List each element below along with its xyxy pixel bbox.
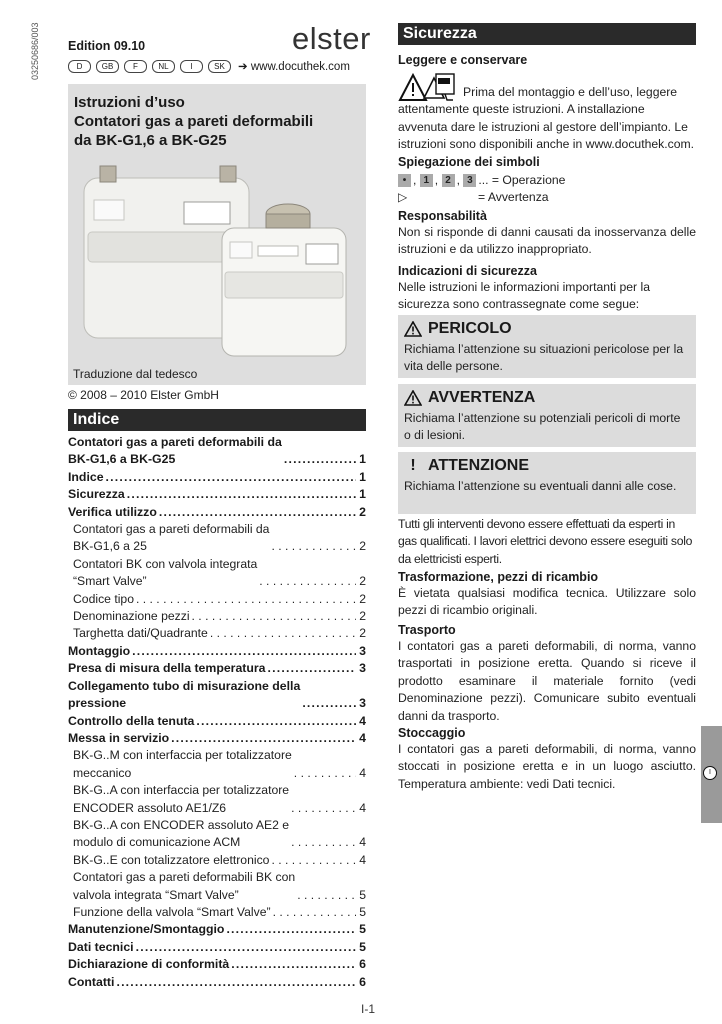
warning-icon (404, 321, 422, 337)
danger-title-text: PERICOLO (428, 320, 512, 337)
toc-entry[interactable] (68, 782, 366, 817)
language-pill[interactable]: F (124, 60, 147, 73)
toc-entry-page: 3 (359, 696, 366, 711)
toc-entry-page: 3 (359, 661, 366, 676)
modification-heading: Trasformazione, pezzi di ricambio (398, 570, 599, 584)
edition-label: Edition 09.10 (68, 39, 146, 53)
toc-entry-page: 2 (359, 591, 366, 606)
warning-title (398, 384, 696, 407)
toc-leader-dots (132, 643, 356, 660)
responsibility-heading: Responsabilità (398, 209, 487, 223)
toc-entry-label: BK-G..A con interfaccia per totalizzatore ENCODER assoluto AE1/Z6 (73, 783, 290, 815)
toc-leader-dots (127, 486, 356, 503)
language-pill[interactable]: D (68, 60, 91, 73)
cover-title-line: Contatori gas a pareti deformabili (74, 113, 314, 130)
toc-leader-dots (159, 504, 356, 521)
toc-entry[interactable] (68, 974, 366, 991)
operation-step-box: 2 (442, 174, 455, 187)
index-heading: Indice (68, 409, 366, 431)
safety-heading: Sicurezza (398, 23, 696, 45)
toc-entry-page: 3 (359, 643, 366, 658)
toc-entry-label: Messa in servizio (68, 730, 170, 745)
toc-entry-label: Codice tipo (73, 591, 134, 606)
toc-entry-label: Denominazione pezzi (73, 609, 190, 624)
toc-entry-label: Verifica utilizzo (68, 504, 157, 519)
toc-leader-dots (273, 904, 356, 921)
toc-leader-dots (226, 921, 356, 938)
warning-box (398, 384, 696, 447)
toc-leader-dots (297, 887, 356, 904)
toc-entry-label: BK-G..M con interfaccia per totalizzatore meccanico (73, 748, 292, 780)
toc-entry[interactable] (68, 504, 366, 521)
symbols-operation-text: ... = Operazione (478, 173, 566, 187)
toc-entry-page: 1 (359, 452, 366, 467)
toc-entry-label: Targhetta dati/Quadrante (73, 626, 208, 641)
warning-icon (404, 390, 422, 406)
responsibility-text: Non si risponde di danni causati da inosservanza delle istruzioni e da utilizzo inappropriato. (398, 225, 696, 257)
toc-entry[interactable] (68, 608, 366, 625)
toc-entry[interactable] (68, 817, 366, 852)
toc-entry[interactable] (68, 434, 366, 469)
toc-leader-dots (291, 834, 356, 851)
toc-entry-page: 4 (359, 800, 366, 815)
toc-entry-label: Sicurezza (68, 487, 125, 502)
warning-triangle-mark: ▷ (398, 190, 408, 204)
language-tab-badge: I (703, 766, 717, 780)
toc-entry[interactable] (68, 521, 366, 556)
caution-box (398, 452, 696, 514)
copyright: © 2008 – 2010 Elster GmbH (68, 388, 219, 402)
toc-entry-label: Controllo della tenuta (68, 713, 195, 728)
toc-leader-dots (192, 608, 356, 625)
toc-leader-dots (302, 695, 356, 712)
document-code: 03250686/003 (30, 22, 40, 80)
toc-entry-page: 2 (359, 609, 366, 624)
toc-leader-dots (294, 765, 356, 782)
toc-entry-label: Contatori BK con valvola integrata “Smart Valve” (73, 556, 258, 589)
toc-leader-dots (171, 730, 356, 747)
toc-entry[interactable] (68, 869, 366, 904)
modification-text: È vietata qualsiasi modifica tecnica. Utilizzare solo pezzi di ricambio originali. (398, 586, 696, 618)
translation-note: Traduzione dal tedesco (73, 367, 198, 381)
toc-entry[interactable] (68, 625, 366, 642)
caution-title-text: ATTENZIONE (428, 457, 530, 474)
experts-text: Tutti gli interventi devono essere effettuati da esperti in gas qualificati. I lavori elettrici devono essere eseguiti solo da elettricisti esperti. (398, 517, 693, 566)
toc-entry-label: Dichiarazione di conformità (68, 957, 230, 972)
language-row (68, 59, 350, 73)
toc-leader-dots (136, 939, 356, 956)
elster-logo: elster (292, 21, 371, 56)
symbols-warning (398, 189, 696, 206)
cover-title (74, 93, 364, 150)
toc-entry-label: Contatti (68, 974, 115, 989)
toc-entry-page: 2 (359, 539, 366, 554)
toc-entry-label: Collegamento tubo di misurazione della pressione (68, 678, 301, 711)
toc-entry-page: 6 (359, 957, 366, 972)
danger-box (398, 315, 696, 378)
language-pill[interactable]: SK (208, 60, 231, 73)
toc-entry-label: Dati tecnici (68, 939, 134, 954)
toc-entry-page: 6 (359, 974, 366, 989)
toc-leader-dots (196, 713, 356, 730)
toc-entry-page: 5 (359, 904, 366, 919)
danger-title (398, 315, 696, 338)
operation-step-box: 3 (463, 174, 476, 187)
read-text: Prima del montaggio e dell’uso, leggere attentamente queste istruzioni. A installazione avvenuta dare le istruzioni al gestore dell’impianto. Le istruzioni sono disponibili anche in www.docuthek.com. (398, 85, 695, 152)
cover-title-line: Istruzioni d’uso (74, 94, 185, 111)
toc-entry-label: Indice (68, 469, 104, 484)
toc-entry-label: BK-G..A con ENCODER assoluto AE2 e modulo di comunicazione ACM (73, 817, 290, 850)
gas-meter-image (74, 160, 364, 360)
toc-entry-page: 1 (359, 469, 366, 484)
toc-entry-label: Manutenzione/Smontaggio (68, 922, 225, 937)
safety-instructions-heading: Indicazioni di sicurezza (398, 264, 537, 278)
table-of-contents (68, 434, 366, 991)
toc-entry[interactable] (68, 939, 366, 956)
operation-step-box: • (398, 174, 411, 187)
toc-entry[interactable] (68, 486, 366, 503)
toc-entry[interactable] (68, 556, 366, 591)
language-pill[interactable]: GB (96, 60, 119, 73)
toc-entry-label: Contatori gas a pareti deformabili BK con valvola integrata “Smart Valve” (73, 870, 296, 902)
toc-entry-page: 4 (359, 765, 366, 780)
toc-entry-label: Funzione della valvola “Smart Valve” (73, 904, 271, 919)
symbols-warning-text: = Avvertenza (478, 190, 549, 204)
toc-leader-dots (106, 469, 356, 486)
toc-entry-page: 2 (359, 504, 366, 519)
warning-text: Richiama l’attenzione su potenziali pericoli di morte o di lesioni. (404, 411, 681, 443)
toc-entry[interactable] (68, 956, 366, 973)
toc-leader-dots (291, 800, 356, 817)
toc-leader-dots (271, 538, 356, 555)
toc-entry-page: 5 (359, 887, 366, 902)
toc-entry-page: 4 (359, 730, 366, 745)
toc-entry[interactable] (68, 852, 366, 869)
toc-entry-label: Presa di misura della temperatura (68, 661, 266, 676)
warning-title-text: AVVERTENZA (428, 389, 536, 406)
toc-entry-page: 5 (359, 922, 366, 937)
toc-leader-dots (231, 956, 356, 973)
toc-entry-page: 4 (359, 852, 366, 867)
toc-entry[interactable] (68, 747, 366, 782)
symbols-operation: • , 1 , 2 , 3 ... = Operazione (398, 172, 696, 189)
transport-heading: Trasporto (398, 623, 456, 637)
toc-leader-dots (259, 573, 356, 590)
docuthek-link[interactable]: ➔ www.docuthek.com (238, 61, 350, 73)
symbols-heading: Spiegazione dei simboli (398, 155, 540, 169)
page-number: I-1 (361, 1002, 376, 1016)
toc-entry[interactable] (68, 643, 366, 660)
storage-text: I contatori gas a pareti deformabili, di norma, vanno stoccati in posizione eretta e in un luogo asciutto. Temperatura ambiente: vedi Dati tecnici. (398, 742, 696, 791)
caution-text: Richiama l’attenzione su eventuali danni alle cose. (404, 479, 677, 493)
toc-entry[interactable] (68, 660, 366, 677)
transport-text: I contatori gas a pareti deformabili, di norma, vanno trasportati in posizione eretta. Quando si riceve il prodotto esaminare il materiale fornito (vedi Denominazione pezzi). Comunicare subito eventuali danni da trasporto. (398, 639, 696, 723)
toc-entry-page: 2 (359, 626, 366, 641)
safety-instructions-text: Nelle istruzioni le informazioni importanti per la sicurezza sono contrassegnate come segue: (398, 280, 650, 312)
toc-leader-dots (210, 625, 356, 642)
toc-entry[interactable] (68, 678, 366, 713)
toc-entry[interactable] (68, 921, 366, 938)
exclamation-icon: ! (410, 457, 416, 474)
toc-entry[interactable] (68, 730, 366, 747)
toc-entry-label: Contatori gas a pareti deformabili da BK-G1,6 a 25 (73, 522, 270, 554)
danger-text: Richiama l’attenzione su situazioni pericolose per la vita delle persone. (404, 342, 684, 374)
toc-entry-page: 4 (359, 835, 366, 850)
language-pill[interactable]: NL (152, 60, 175, 73)
toc-entry[interactable] (68, 713, 366, 730)
toc-entry-label: BK-G..E con totalizzatore elettronico (73, 852, 270, 867)
cover-title-line: da BK-G1,6 a BK-G25 (74, 132, 227, 149)
storage-heading: Stoccaggio (398, 726, 466, 740)
toc-entry-label: Contatori gas a pareti deformabili da BK-G1,6 a BK-G25 (68, 435, 282, 467)
toc-leader-dots (271, 852, 356, 869)
caution-title (398, 452, 696, 475)
read-heading: Leggere e conservare (398, 53, 528, 67)
toc-entry-page: 4 (359, 713, 366, 728)
toc-entry[interactable] (68, 469, 366, 486)
toc-entry-label: Montaggio (68, 643, 131, 658)
toc-entry-page: 5 (359, 939, 366, 954)
toc-leader-dots (268, 660, 356, 677)
toc-entry[interactable] (68, 904, 366, 921)
operation-step-box: 1 (420, 174, 433, 187)
toc-entry-page: 2 (359, 574, 366, 589)
toc-leader-dots (284, 451, 356, 468)
toc-leader-dots (136, 591, 356, 608)
toc-entry-page: 1 (359, 487, 366, 502)
toc-leader-dots (116, 974, 356, 991)
language-pill[interactable]: I (180, 60, 203, 73)
toc-entry[interactable] (68, 591, 366, 608)
